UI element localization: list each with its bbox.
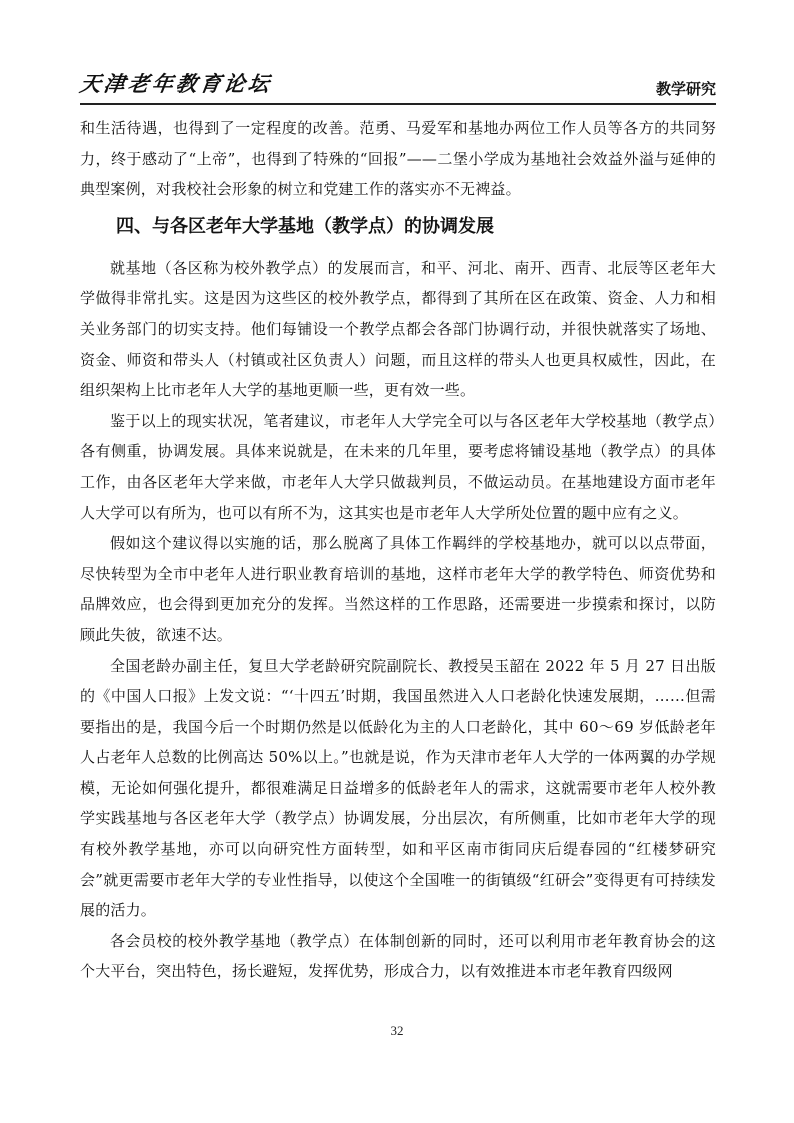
section-heading: 四、与各区老年大学基地（教学点）的协调发展 bbox=[116, 215, 494, 237]
paragraph: 鉴于以上的现实状况，笔者建议，市老年人大学完全可以与各区老年大学校基地（教学点）各有侧重，协调发展。具体来说就是，在未来的几年里，要考虑将铺设基地（教学点）的具体工作，由各区老年大学来做，市老年人大学只做裁判员，不做运动员。在基地建设方面市老年人大学可以有所为，也可以有所不为，这其实也是市老年人大学所处位置的题中应有之义。 bbox=[80, 411, 716, 522]
header-divider bbox=[80, 103, 716, 105]
journal-masthead: 天津老年教育论坛 bbox=[78, 71, 274, 96]
page-number: 32 bbox=[390, 1023, 404, 1038]
paragraph: 各会员校的校外教学基地（教学点）在体制创新的同时，还可以利用市老年教育协会的这个大平台，突出特色，扬长避短，发挥优势，形成合力，以有效推进本市老年教育四级网 bbox=[80, 931, 716, 981]
paragraph-continued: 和生活待遇，也得到了一定程度的改善。范勇、马爱军和基地办两位工作人员等各方的共同努力，终于感动了“上帝”，也得到了特殊的“回报”——二堡小学成为基地社会效益外溢与延伸的典型案例，对我校社会形象的树立和党建工作的落实亦不无裨益。 bbox=[80, 119, 716, 199]
paragraph: 假如这个建议得以实施的话，那么脱离了具体工作羁绊的学校基地办，就可以以点带面，尽快转型为全市中老年人进行职业教育培训的基地，这样市老年大学的教学特色、师资优势和品牌效应，也会得到更加充分的发挥。当然这样的工作思路，还需要进一步摸索和探讨，以防顾此失彼，欲速不达。 bbox=[80, 534, 716, 644]
section-label: 教学研究 bbox=[655, 80, 716, 98]
paragraph: 全国老龄办副主任，复旦大学老龄研究院副院长、教授吴玉韶在 2022 年 5 月 27 日出版的《中国人口报》上发文说：“‘十四五’时期，我国虽然进入人口老龄化快速发展期，……但需要指出的是，我国今后一个时期仍然是以低龄化为主的人口老龄化，其中 60～69 岁低龄老年人占老年人总数的比例高达 50%以上。”也就是说，作为天津市老年人大学的一体两翼的办学规模，无论如何强化提升，都很难满足日益增多的低龄老年人的需求，这就需要市老年人校外教学实践基地与各区老年大学（教学点）协调发展，分出层次，有所侧重，比如市老年大学的现有校外教学基地，亦可以向研究性方面转型，如和平区南市街同庆后缇春园的“红楼梦研究会”就更需要市老年大学的专业性指导，以使这个全国唯一的街镇级“红研会”变得更有可持续发展的活力。 bbox=[80, 656, 716, 920]
page-header bbox=[80, 64, 716, 102]
paragraph: 就基地（各区称为校外教学点）的发展而言，和平、河北、南开、西青、北辰等区老年大学做得非常扎实。这是因为这些区的校外教学点，都得到了其所在区在政策、资金、人力和相关业务部门的切实支持。他们每铺设一个教学点都会各部门协调行动，并很快就落实了场地、资金、师资和带头人（村镇或社区负责人）问题，而且这样的带头人也更具权威性，因此，在组织架构上比市老年人大学的基地更顺一些，更有效一些。 bbox=[80, 258, 716, 400]
article-body bbox=[80, 113, 716, 987]
